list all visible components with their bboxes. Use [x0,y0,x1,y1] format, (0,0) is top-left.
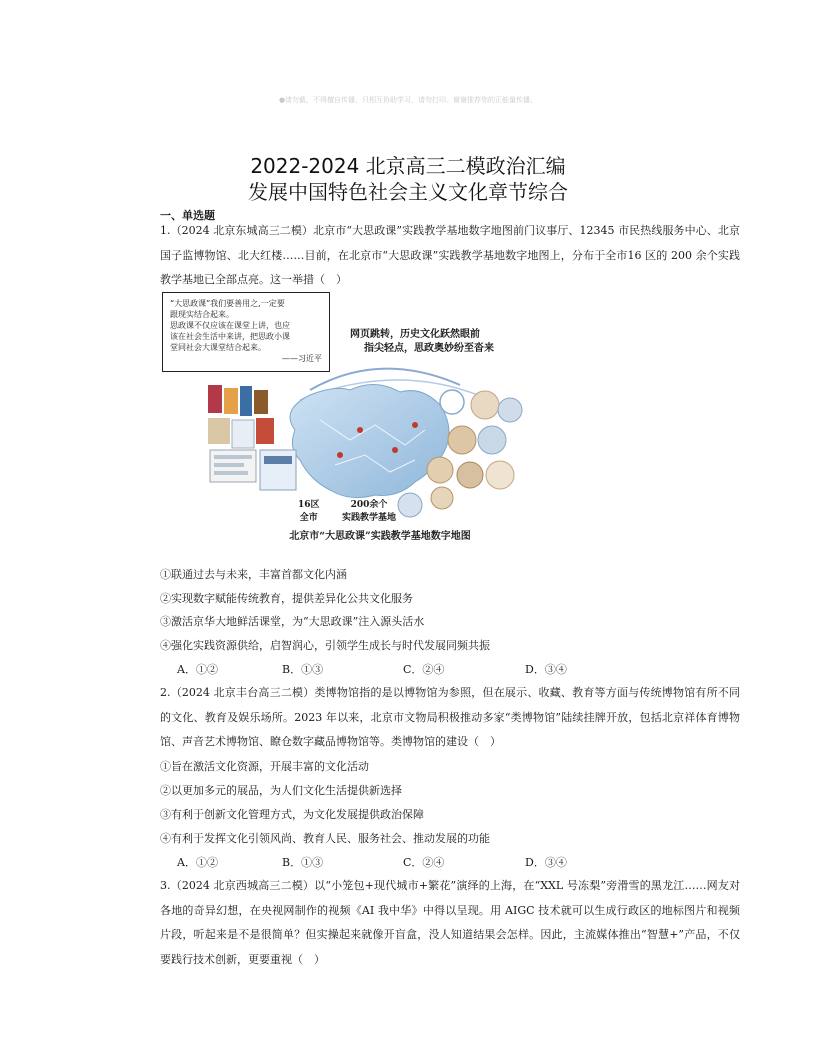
q1-statement-4: ④强化实践资源供给，启智润心，引领学生成长与时代发展同频共振 [160,639,490,652]
document-title: 2022-2024 北京高三二模政治汇编 [250,154,566,178]
option-c[interactable]: C．②④ [403,856,445,869]
quote-box [162,292,330,372]
q3-stem: 3.（2024 北京西城高三二模）以“小笼包+现代城市+繁花”演绎的上海，在“XXL 号冻梨”旁滑雪的黑龙江……网友对各地的奇异幻想，在央视网制作的视频《AI 我中华》中得以呈现。用 AIGC 技术就可以生成行政区的地标图片和视频片段，听起来是不是很简单？但实操起来就像开盲盒，没人知道结果会怎样。因此，主流媒体推出“智慧+”产品，不仅要践行技术创新，更要重视（ ） [160,879,740,966]
q1-stem: 1.（2024 北京东城高三二模）北京市“大思政课”实践教学基地数字地图前门议事厅、12345 市民热线服务中心、北京国子监博物馆、北大红楼……目前，在北京市“大思政课”实践教学基地数字地图上，分布于全市16 区的 200 余个实践教学基地已全部点亮。这一举措（ ） [160,224,740,286]
q1-statement-1: ①联通过去与未来，丰富首都文化内涵 [160,568,347,581]
figure-slogan [350,328,494,356]
stat-label: 实践教学基地 [342,513,397,523]
quote-line: 思政课不仅应该在课堂上讲，也应 [170,321,290,330]
quote-line: 跟现实结合起来。 [170,310,234,319]
slogan-line-2: 指尖轻点，思政奥妙纷至沓来 [364,343,494,354]
q2-statement-3: ③有利于创新文化管理方式，为文化发展提供政治保障 [160,808,424,821]
slogan-line-1: 网页跳转，历史文化跃然眼前 [350,329,480,340]
option-c[interactable]: C．②④ [403,663,445,676]
stat-label: 全市 [299,513,318,523]
stat-districts [298,497,320,523]
option-d[interactable]: D．③④ [525,663,567,676]
document-subtitle: 发展中国特色社会主义文化章节综合 [248,180,568,204]
quote-line: “大思政课”我们要善用之,一定要 [170,299,285,308]
option-a[interactable]: A．①② [177,663,218,676]
section-heading: 一、单选题 [160,209,215,222]
option-b[interactable]: B．①③ [282,856,324,869]
stat-bases [342,497,396,523]
watermark-text: ●请勿截，不得擅自传播，只相互协助学习，请勿打印。谢谢推荐您的正能量传播。 [278,96,538,104]
q2-stem: 2.（2024 北京丰台高三二模）类博物馆指的是以博物馆为参照，但在展示、收藏、教育等方面与传统博物馆有所不同的文化、教育及娱乐场所。2023 年以来，北京市文物局积极推动多家“类博物馆”陆续挂牌开放，包括北京祥体育博物馆、声音艺术博物馆、瞭仓数字藏品博物馆等。类博物馆的建设（ ） [160,686,740,748]
quote-author: ——习近平 [282,354,322,363]
quote-line: 堂同社会大课堂结合起来。 [170,343,266,352]
option-d[interactable]: D．③④ [525,856,567,869]
q2-statement-2: ②以更加多元的展品，为人们文化生活提供新选择 [160,784,402,797]
quote-line: 该在社会生活中来讲，把思政小课 [170,332,290,341]
figure-caption: 北京市“大思政课”实践教学基地数字地图 [289,531,471,542]
stat-value: 200余个 [350,500,388,510]
q1-figure [160,290,580,550]
stat-value: 16区 [298,500,320,510]
option-a[interactable]: A．①② [177,856,218,869]
q1-statement-2: ②实现数字赋能传统教育，提供差异化公共文化服务 [160,592,413,605]
option-b[interactable]: B．①③ [282,663,324,676]
q2-statement-1: ①旨在激活文化资源，开展丰富的文化活动 [160,760,369,773]
q1-statement-3: ③激活京华大地鲜活课堂，为“大思政课”注入源头活水 [160,615,425,628]
q2-statement-4: ④有利于发挥文化引领风尚、教育人民、服务社会、推动发展的功能 [160,832,490,845]
